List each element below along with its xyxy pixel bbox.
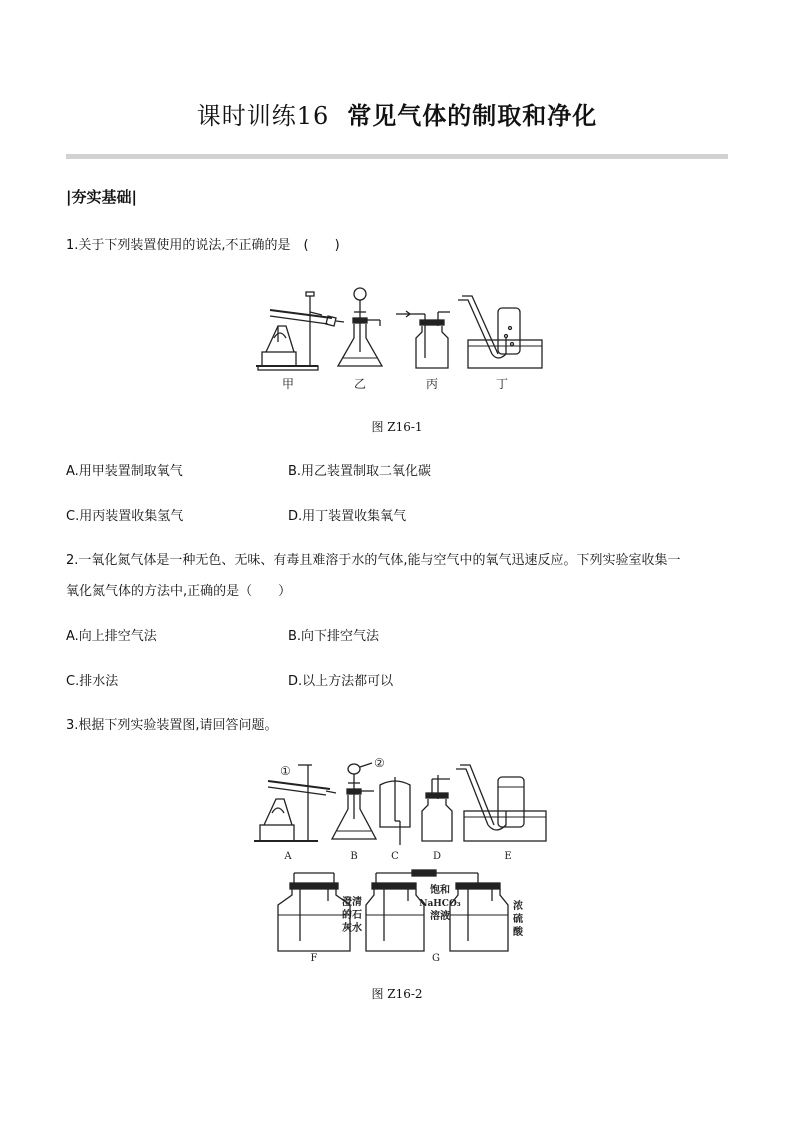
lesson-number: 课时训练16	[196, 102, 330, 130]
f-reagent-1: 澄清	[342, 897, 362, 908]
apparatus-bing	[396, 311, 450, 368]
question-2-stem-line2: 氧化氮气体的方法中,正确的是（ ）	[66, 584, 292, 599]
q2-option-c: C.排水法	[66, 674, 119, 689]
question-3-stem: 3.根据下列实验装置图,请回答问题。	[66, 718, 278, 733]
g2-reagent-1: 浓	[513, 901, 523, 912]
figure-caption-z16-2: 图 Z16-2	[371, 987, 423, 1001]
g-reagent-2: NaHCO₃	[419, 899, 461, 909]
label-jia: 甲	[281, 377, 295, 391]
apparatus-ding	[458, 296, 542, 368]
label-e: E	[504, 851, 512, 862]
figure-z16-1	[240, 282, 560, 394]
marker-2: ②	[374, 756, 385, 770]
question-2-stem-line1: 2.一氧化氮气体是一种无色、无味、有毒且难溶于水的气体,能与空气中的氧气迅速反应。下列实验室收集一	[66, 553, 681, 568]
f-reagent-2: 的石	[342, 910, 362, 921]
apparatus-e	[456, 765, 546, 841]
label-c: C	[391, 851, 399, 862]
g2-reagent-2: 硫	[513, 914, 523, 925]
marker-1: ①	[280, 764, 291, 778]
label-d: D	[432, 851, 442, 862]
label-a: A	[284, 851, 292, 862]
q1-option-d: D.用丁装置收集氧气	[288, 509, 407, 524]
apparatus-c	[380, 777, 410, 845]
question-1-stem: 1.关于下列装置使用的说法,不正确的是 ( )	[66, 238, 340, 253]
apparatus-b	[332, 763, 376, 839]
label-bing: 丙	[425, 377, 439, 391]
g-reagent-1: 饱和	[430, 885, 450, 896]
g2-reagent-3: 酸	[513, 927, 523, 938]
q1-option-a: A.用甲装置制取氧气	[66, 464, 183, 479]
apparatus-jia	[256, 292, 344, 370]
q2-option-d: D.以上方法都可以	[288, 674, 394, 689]
page-title	[0, 96, 794, 131]
apparatus-yi	[338, 288, 382, 366]
label-yi: 乙	[353, 377, 367, 391]
label-g: G	[432, 953, 440, 964]
apparatus-d	[422, 775, 452, 841]
figure-z16-2	[240, 755, 560, 965]
g-reagent-3: 溶液	[430, 911, 450, 922]
apparatus-f	[278, 873, 350, 951]
label-b: B	[350, 851, 358, 862]
label-f: F	[310, 953, 318, 964]
q2-option-b: B.向下排空气法	[288, 629, 380, 644]
q1-option-c: C.用丙装置收集氢气	[66, 509, 184, 524]
apparatus-a	[254, 765, 336, 841]
q1-option-b: B.用乙装置制取二氧化碳	[288, 464, 432, 479]
section-heading: |夯实基础|	[66, 188, 137, 206]
lesson-topic: 常见气体的制取和净化	[347, 102, 598, 130]
q2-option-a: A.向上排空气法	[66, 629, 157, 644]
figure-caption-z16-1: 图 Z16-1	[371, 420, 423, 434]
title-divider	[66, 154, 728, 159]
label-ding: 丁	[495, 377, 509, 391]
f-reagent-3: 灰水	[342, 923, 362, 934]
